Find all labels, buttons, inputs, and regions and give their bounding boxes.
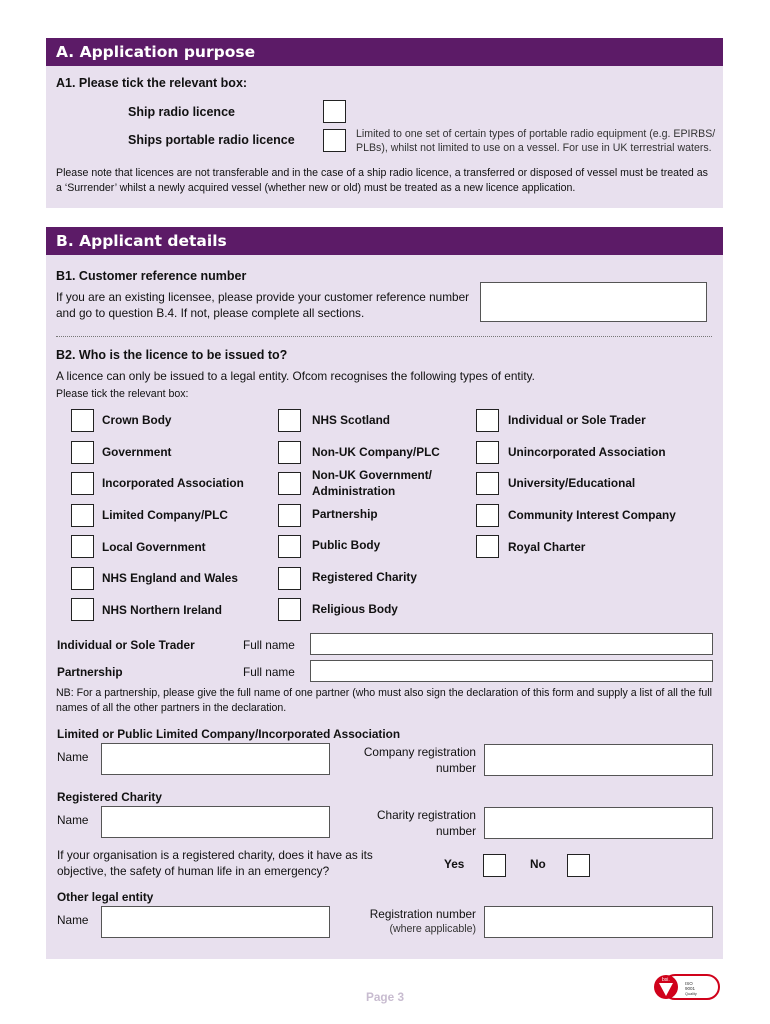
- charity-title: Registered Charity: [57, 790, 162, 804]
- no-label: No: [530, 857, 546, 871]
- entity-checkbox[interactable]: [71, 472, 94, 495]
- entity-label: NHS Northern Ireland: [102, 603, 222, 617]
- entity-checkbox[interactable]: [71, 535, 94, 558]
- portable-radio-note: Limited to one set of certain types of portable radio equipment (e.g. EPIRBS/ PLBs), whilst not limited to use on a vessel. For use in UK terrestrial waters.: [356, 128, 716, 154]
- svg-text:Quality: Quality: [685, 992, 697, 996]
- entity-checkbox[interactable]: [278, 472, 301, 495]
- bsi-badge-icon: [653, 972, 721, 1002]
- company-registration-label: Company registration number: [363, 745, 476, 775]
- entity-checkbox[interactable]: [71, 409, 94, 432]
- ship-radio-checkbox[interactable]: [323, 100, 346, 123]
- entity-label: Community Interest Company: [508, 508, 676, 522]
- entity-checkbox[interactable]: [71, 567, 94, 590]
- partnership-note: NB: For a partnership, please give the full name of one partner (who must also sign the declaration of this form and supply a list of all the full names of all the other partners in the declaration.: [56, 687, 712, 714]
- entity-checkbox[interactable]: [278, 598, 301, 621]
- entity-checkbox[interactable]: [476, 504, 499, 527]
- name-label: Name: [57, 913, 89, 927]
- entity-label: Public Body: [312, 538, 381, 552]
- sole-trader-full-name-input[interactable]: [310, 633, 713, 655]
- ltd-company-title: Limited or Public Limited Company/Incorporated Association: [57, 727, 401, 741]
- sole-trader-label: Individual or Sole Trader: [57, 638, 195, 652]
- entity-label: Unincorporated Association: [508, 445, 666, 459]
- registration-number-sublabel: (where applicable): [389, 923, 476, 935]
- entity-checkbox[interactable]: [278, 567, 301, 590]
- entity-label: Incorporated Association: [102, 476, 244, 490]
- entity-label: NHS England and Wales: [102, 571, 238, 585]
- ship-radio-label: Ship radio licence: [128, 105, 235, 119]
- other-entity-name-input[interactable]: [101, 906, 330, 938]
- registration-number-input[interactable]: [484, 906, 713, 938]
- page-number: Page 3: [366, 990, 405, 1004]
- name-label: Name: [57, 813, 89, 827]
- entity-checkbox[interactable]: [71, 441, 94, 464]
- customer-reference-input[interactable]: [480, 282, 707, 322]
- b2-title: B2. Who is the licence to be issued to?: [56, 348, 288, 362]
- entity-checkbox[interactable]: [278, 441, 301, 464]
- bsi-logo: [653, 972, 721, 1002]
- section-b-header: B. Applicant details: [46, 227, 723, 255]
- b2-text: A licence can only be issued to a legal entity. Ofcom recognises the following types of entity.: [56, 369, 535, 383]
- full-name-label: Full name: [243, 665, 295, 679]
- entity-checkbox[interactable]: [476, 472, 499, 495]
- svg-text:9001: 9001: [685, 986, 696, 991]
- entity-label: Individual or Sole Trader: [508, 413, 646, 427]
- entity-label: Non-UK Company/PLC: [312, 445, 440, 459]
- entity-label: Local Government: [102, 540, 206, 554]
- registration-number-label: Registration number: [369, 907, 476, 921]
- charity-name-input[interactable]: [101, 806, 330, 838]
- entity-label: NHS Scotland: [312, 413, 390, 427]
- other-entity-title: Other legal entity: [57, 890, 154, 904]
- entity-label: Registered Charity: [312, 570, 417, 584]
- entity-label: Non-UK Government/ Administration: [312, 468, 432, 498]
- entity-checkbox[interactable]: [278, 535, 301, 558]
- entity-label: Crown Body: [102, 413, 172, 427]
- no-checkbox[interactable]: [567, 854, 590, 877]
- badge-top-text: bsi.: [662, 977, 670, 983]
- b1-text: If you are an existing licensee, please provide your customer reference number and go to question B.4. If not, please complete all sections.: [56, 290, 470, 320]
- entity-label: Religious Body: [312, 602, 398, 616]
- charity-registration-label: Charity registration number: [376, 808, 476, 838]
- charity-registration-input[interactable]: [484, 807, 713, 839]
- entity-label: Government: [102, 445, 172, 459]
- entity-checkbox[interactable]: [476, 535, 499, 558]
- entity-checkbox[interactable]: [278, 409, 301, 432]
- a1-title: A1. Please tick the relevant box:: [56, 76, 248, 90]
- partnership-full-name-input[interactable]: [310, 660, 713, 682]
- b2-tick-instruction: Please tick the relevant box:: [56, 388, 189, 400]
- entity-label: University/Educational: [508, 476, 636, 490]
- partnership-label: Partnership: [57, 665, 123, 679]
- company-registration-input[interactable]: [484, 744, 713, 776]
- company-name-input[interactable]: [101, 743, 330, 775]
- b1-title: B1. Customer reference number: [56, 269, 247, 283]
- entity-checkbox[interactable]: [71, 598, 94, 621]
- entity-checkbox[interactable]: [476, 409, 499, 432]
- svg-text:ISO: ISO: [685, 981, 693, 986]
- portable-radio-label: Ships portable radio licence: [128, 133, 295, 147]
- entity-label: Royal Charter: [508, 540, 586, 554]
- entity-checkbox[interactable]: [278, 504, 301, 527]
- divider: [56, 336, 712, 337]
- portable-radio-checkbox[interactable]: [323, 129, 346, 152]
- yes-checkbox[interactable]: [483, 854, 506, 877]
- name-label: Name: [57, 750, 89, 764]
- yes-label: Yes: [444, 857, 465, 871]
- section-a-header: A. Application purpose: [46, 38, 723, 66]
- entity-label: Partnership: [312, 507, 378, 521]
- charity-question: If your organisation is a registered charity, does it have as its objective, the safety of human life in an emergency?: [57, 848, 373, 878]
- entity-checkbox[interactable]: [71, 504, 94, 527]
- section-a-note: Please note that licences are not transferable and in the case of a ship radio licence, a transferred or disposed of vessel must be treated as a ‘Surrender’ whilst a newly acquired vessel (whether new or old) must be treated as a new licence application.: [56, 167, 708, 194]
- entity-checkbox[interactable]: [476, 441, 499, 464]
- full-name-label: Full name: [243, 638, 295, 652]
- entity-label: Limited Company/PLC: [102, 508, 228, 522]
